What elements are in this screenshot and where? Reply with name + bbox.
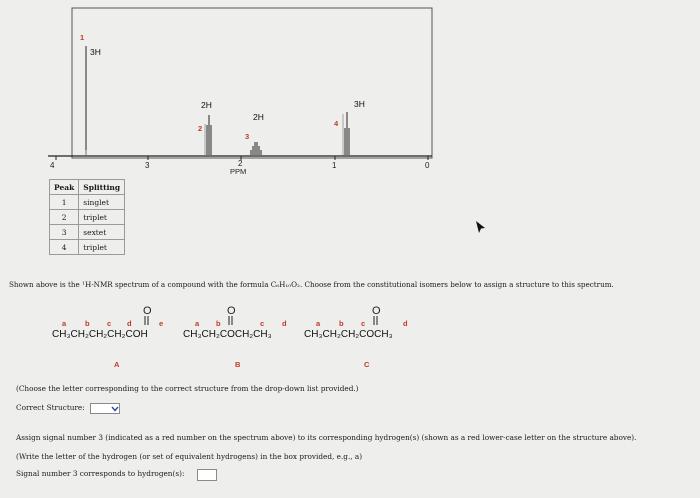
- peak-number-2: 2: [198, 124, 203, 133]
- hydrogen-label: d: [403, 319, 408, 328]
- structure-c-formula: CH₃CH₂CH₂COCH₃: [304, 329, 393, 340]
- axis-tick-3: 3: [145, 161, 150, 170]
- structure-c-oxygen: O: [372, 305, 381, 317]
- structure-a-formula: CH₃CH₂CH₂CH₂COH: [52, 329, 148, 340]
- chevron-down-icon: [111, 406, 119, 412]
- hydrogen-label: d: [127, 319, 132, 328]
- structure-a-letter: A: [114, 360, 120, 369]
- structure-b-letter: B: [235, 360, 241, 369]
- axis-label-ppm: PPM: [230, 167, 247, 176]
- hydrogen-label: a: [195, 319, 200, 328]
- table-cell-splitting: triplet: [79, 210, 125, 225]
- table-cell-splitting: triplet: [79, 240, 125, 255]
- integration-peak-3: 2H: [253, 112, 264, 122]
- hydrogen-label: b: [339, 319, 344, 328]
- structure-c: [304, 305, 408, 369]
- hydrogen-label: a: [316, 319, 321, 328]
- hydrogen-label: b: [85, 319, 90, 328]
- axis-tick-2: 2: [238, 159, 243, 168]
- structure-b-oxygen: O: [227, 305, 236, 317]
- table-cell-peak: 4: [50, 240, 79, 255]
- table-cell-splitting: sextet: [79, 225, 125, 240]
- integration-peak-2: 2H: [201, 100, 212, 110]
- peak-number-1: 1: [80, 33, 85, 42]
- integration-peak-4: 3H: [354, 99, 365, 109]
- hydrogen-label: b: [216, 319, 221, 328]
- correct-structure-label: Correct Structure:: [16, 403, 85, 412]
- table-header-splitting: Splitting: [79, 180, 125, 195]
- question-text: Shown above is the ¹H-NMR spectrum of a compound with the formula C₆H₁₀O₂. Choose from the constitutional isomers below to assign a structure to this spectrum.: [9, 280, 614, 289]
- hydrogen-label: e: [159, 319, 164, 328]
- signal-label: Signal number 3 corresponds to hydrogen(s):: [16, 469, 185, 478]
- axis-tick-1: 1: [332, 161, 337, 170]
- table-header-peak: Peak: [50, 180, 79, 195]
- hydrogen-label: d: [282, 319, 287, 328]
- peak-number-3: 3: [245, 132, 250, 141]
- structure-a-oxygen: O: [143, 305, 152, 317]
- assign-instruction: Assign signal number 3 (indicated as a red number on the spectrum above) to its corresponding hydrogen(s) (shown as a red lower-case letter on the structure above).: [16, 433, 637, 442]
- axis-tick-4: 4: [50, 161, 55, 170]
- hydrogen-label: c: [260, 319, 265, 328]
- hydrogen-input[interactable]: [197, 469, 217, 481]
- choose-note: (Choose the letter corresponding to the correct structure from the drop-down list provided.): [16, 384, 359, 393]
- structure-b-formula: CH₃CH₂COCH₂CH₃: [183, 329, 272, 340]
- table-cell-splitting: singlet: [79, 195, 125, 210]
- hydrogen-label: c: [107, 319, 112, 328]
- peak-number-4: 4: [334, 119, 339, 128]
- structure-c-letter: C: [364, 360, 370, 369]
- hydrogen-label: c: [361, 319, 366, 328]
- hydrogen-label: a: [62, 319, 67, 328]
- table-cell-peak: 3: [50, 225, 79, 240]
- structure-a: [52, 305, 163, 369]
- table-cell-peak: 2: [50, 210, 79, 225]
- table-cell-peak: 1: [50, 195, 79, 210]
- structure-b: [183, 305, 287, 369]
- write-instruction: (Write the letter of the hydrogen (or set of equivalent hydrogens) in the box provided, e.g., a): [16, 452, 363, 461]
- correct-structure-dropdown[interactable]: [90, 403, 120, 414]
- axis-tick-0: 0: [425, 161, 430, 170]
- integration-peak-1: 3H: [90, 47, 101, 57]
